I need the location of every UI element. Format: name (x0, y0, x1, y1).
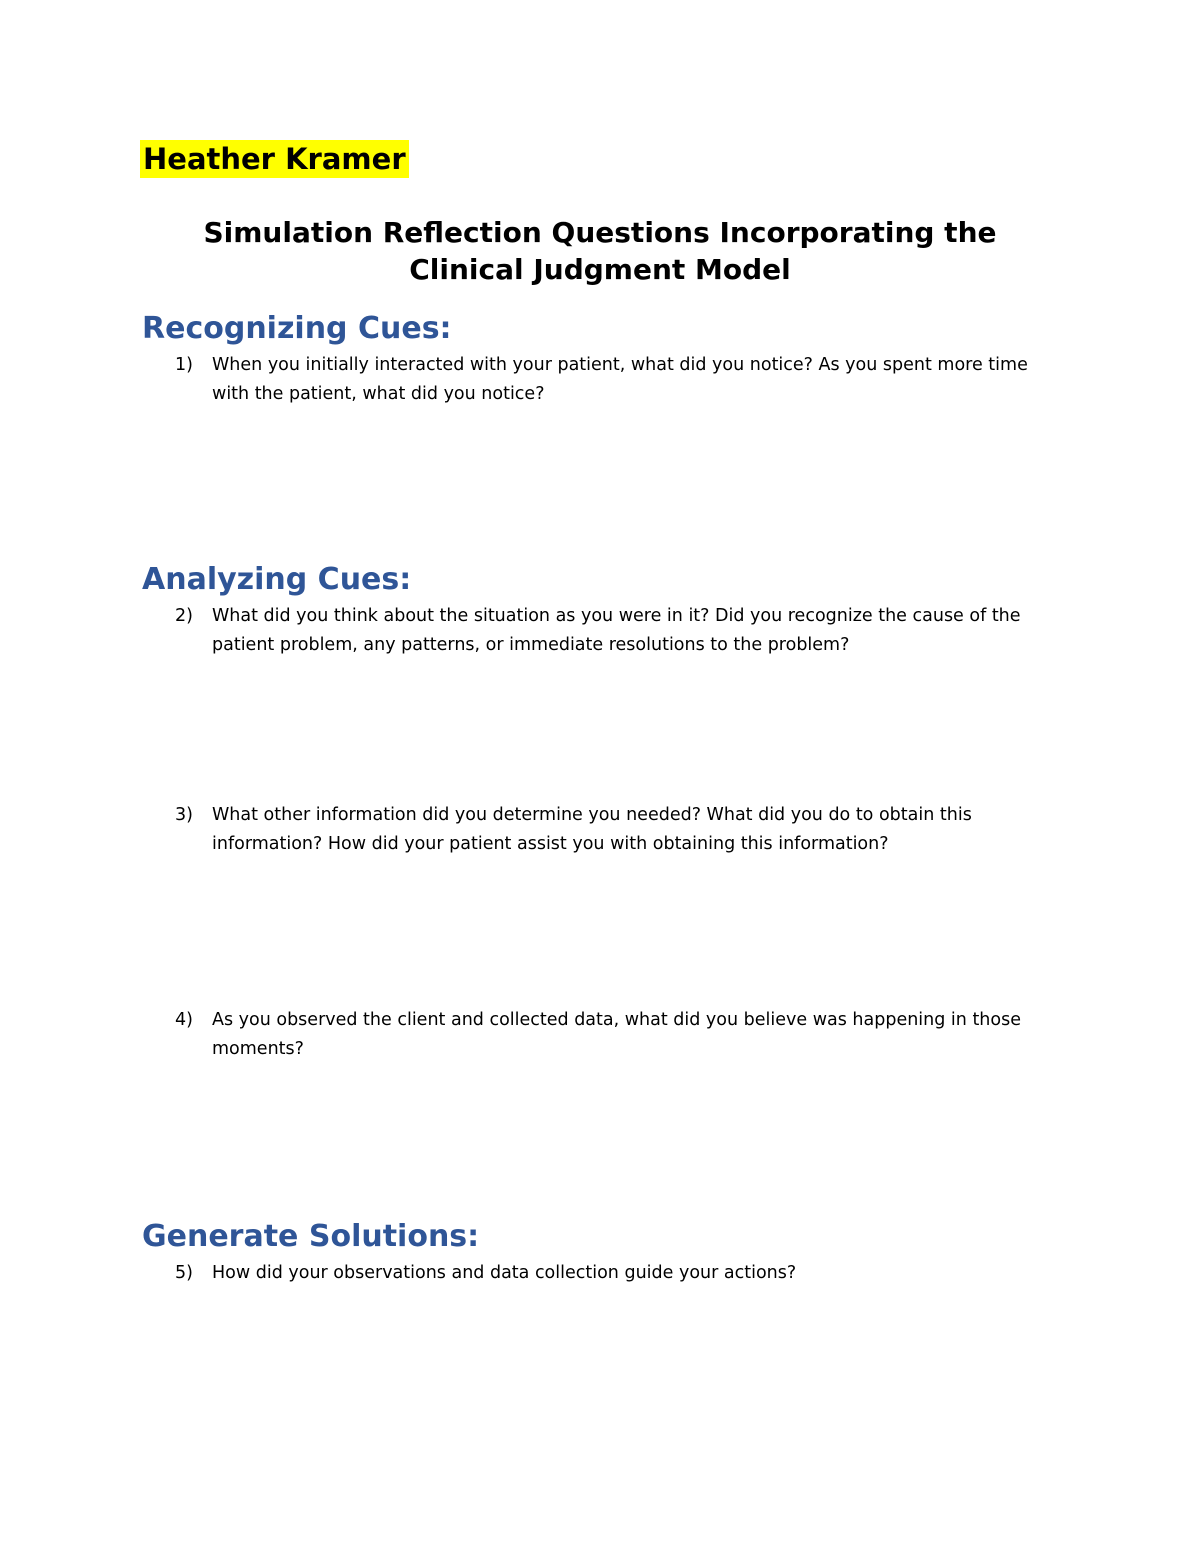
question-3 (140, 801, 1040, 858)
question-1 (140, 351, 1040, 408)
question-text: What did you think about the situation as you were in it? Did you recognize the cause of the patient problem, any patterns, or immediate resolutions to the problem? (212, 606, 1021, 655)
question-number: 3) (175, 805, 193, 825)
document-title (140, 214, 1060, 288)
section-heading-generate-solutions: Generate Solutions: (142, 1219, 480, 1254)
question-number: 2) (175, 606, 193, 626)
question-4 (140, 1006, 1040, 1063)
question-text: As you observed the client and collected data, what did you believe was happening in those moments? (212, 1010, 1021, 1059)
question-2 (140, 602, 1040, 659)
question-text: How did your observations and data collection guide your actions? (212, 1263, 797, 1283)
question-number: 4) (175, 1010, 193, 1030)
section-heading-analyzing-cues: Analyzing Cues: (142, 562, 412, 597)
question-5 (140, 1259, 1040, 1288)
section-heading-recognizing-cues: Recognizing Cues: (142, 311, 452, 346)
title-line-2: Clinical Judgment Model (409, 253, 791, 286)
question-text: What other information did you determine you needed? What did you do to obtain this information? How did your patient assist you with obtaining this information? (212, 805, 972, 854)
title-line-1: Simulation Reflection Questions Incorporating the (203, 216, 997, 249)
author-name: Heather Kramer (140, 140, 409, 178)
question-number: 5) (175, 1263, 193, 1283)
question-number: 1) (175, 355, 193, 375)
question-text: When you initially interacted with your patient, what did you notice? As you spent more time with the patient, what did you notice? (212, 355, 1028, 404)
